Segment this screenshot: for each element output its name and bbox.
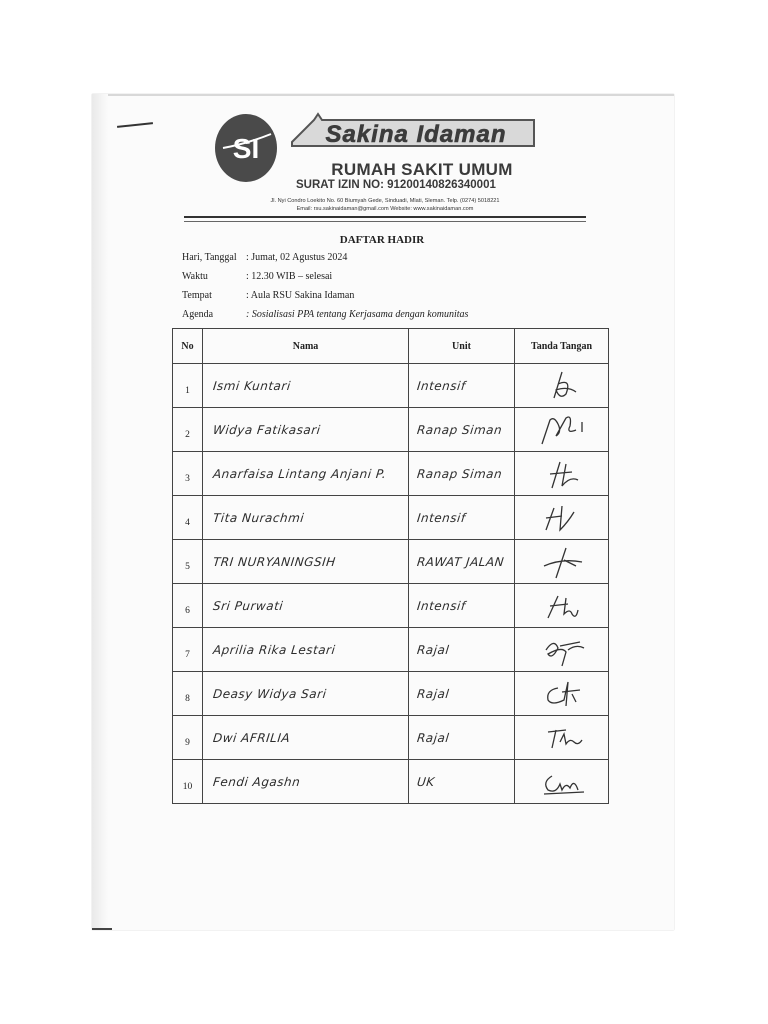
signature-cell [515, 760, 609, 804]
attendee-name: Aprilia Rika Lestari [203, 628, 409, 672]
header-rule-thin [184, 221, 586, 222]
signature-cell [515, 408, 609, 452]
attendee-name: Deasy Widya Sari [203, 672, 409, 716]
table-row [173, 408, 609, 452]
table-row [173, 364, 609, 408]
info-label: Tempat [182, 290, 212, 301]
info-value: : Jumat, 02 Agustus 2024 [246, 252, 348, 263]
signature-cell [515, 496, 609, 540]
address-line: Jl. Nyi Condro Loekito No. 60 Biumyah Gede, Sinduadi, Mlati, Sleman. Telp. (0274) 5018221 [270, 198, 500, 204]
signature-cell [515, 716, 609, 760]
attendee-name: Sri Purwati [203, 584, 409, 628]
row-number: 6 [173, 584, 203, 628]
attendee-unit: Rajal [409, 672, 515, 716]
attendee-name: Fendi Agashn [203, 760, 409, 804]
svg-text:SI: SI [232, 133, 260, 164]
row-number: 4 [173, 496, 203, 540]
attendee-name: Tita Nurachmi [203, 496, 409, 540]
header-rule [184, 216, 586, 218]
signature-image [532, 632, 592, 668]
attendance-table [172, 328, 609, 804]
attendee-unit: UK [409, 760, 515, 804]
table-row [173, 584, 609, 628]
address-block [200, 197, 570, 213]
attendee-unit: Ranap Siman [409, 452, 515, 496]
signature-image [532, 456, 592, 492]
signature-cell [515, 584, 609, 628]
scan-shadow [92, 94, 108, 930]
table-row [173, 760, 609, 804]
attendee-unit: Intensif [409, 364, 515, 408]
row-number: 5 [173, 540, 203, 584]
table-row [173, 628, 609, 672]
row-number: 10 [173, 760, 203, 804]
signature-cell [515, 672, 609, 716]
attendee-unit: Intensif [409, 496, 515, 540]
info-value: : 12.30 WIB – selesai [246, 271, 333, 282]
attendee-unit: Intensif [409, 584, 515, 628]
signature-cell [515, 364, 609, 408]
row-number: 3 [173, 452, 203, 496]
signature-cell [515, 452, 609, 496]
row-number: 8 [173, 672, 203, 716]
table-row [173, 496, 609, 540]
brand-wordmark [288, 112, 538, 156]
table-row [173, 716, 609, 760]
hospital-name: RUMAH SAKIT UMUM [331, 160, 513, 179]
signature-cell [515, 628, 609, 672]
hospital-logo-icon [213, 112, 279, 184]
info-date [182, 252, 347, 263]
table-row [173, 452, 609, 496]
row-number: 1 [173, 364, 203, 408]
info-value: : Sosialisasi PPA tentang Kerjasama dengan komunitas [246, 309, 469, 320]
table-row [173, 540, 609, 584]
permit-number: SURAT IZIN NO: 91200140826340001 [296, 179, 496, 191]
column-header-unit: Unit [409, 329, 515, 364]
signature-image [532, 412, 592, 448]
scan-edge [92, 94, 674, 96]
document-title: DAFTAR HADIR [339, 234, 425, 246]
signature-image [532, 368, 592, 404]
attendee-name: Widya Fatikasari [203, 408, 409, 452]
attendee-unit: Rajal [409, 628, 515, 672]
row-number: 7 [173, 628, 203, 672]
scan-mark [92, 928, 112, 930]
info-place [182, 290, 354, 301]
info-time [182, 271, 332, 282]
table-header-row [173, 329, 609, 364]
attendee-unit: Rajal [409, 716, 515, 760]
signature-image [532, 676, 592, 712]
svg-text:Sakina Idaman: Sakina Idaman [325, 121, 507, 148]
info-label: Waktu [182, 271, 208, 282]
attendee-unit: RAWAT JALAN [409, 540, 515, 584]
signature-image [532, 764, 592, 800]
contact-line: Email: rsu.sakinaidaman@gmail.com Website: www.sakinaidaman.com [296, 206, 474, 212]
row-number: 9 [173, 716, 203, 760]
attendee-name: Anarfaisa Lintang Anjani P. [203, 452, 409, 496]
info-label: Hari, Tanggal [182, 252, 237, 263]
attendee-name: TRI NURYANINGSIH [203, 540, 409, 584]
attendee-name: Ismi Kuntari [203, 364, 409, 408]
signature-image [532, 544, 592, 580]
column-header-name: Nama [203, 329, 409, 364]
info-label: Agenda [182, 309, 214, 320]
info-value: : Aula RSU Sakina Idaman [246, 290, 355, 301]
attendee-name: Dwi AFRILIA [203, 716, 409, 760]
table-row [173, 672, 609, 716]
attendee-unit: Ranap Siman [409, 408, 515, 452]
column-header-no: No [173, 329, 203, 364]
signature-image [532, 588, 592, 624]
column-header-signature: Tanda Tangan [515, 329, 609, 364]
info-agenda [182, 309, 468, 320]
signature-image [532, 500, 592, 536]
signature-image [532, 720, 592, 756]
row-number: 2 [173, 408, 203, 452]
signature-cell [515, 540, 609, 584]
